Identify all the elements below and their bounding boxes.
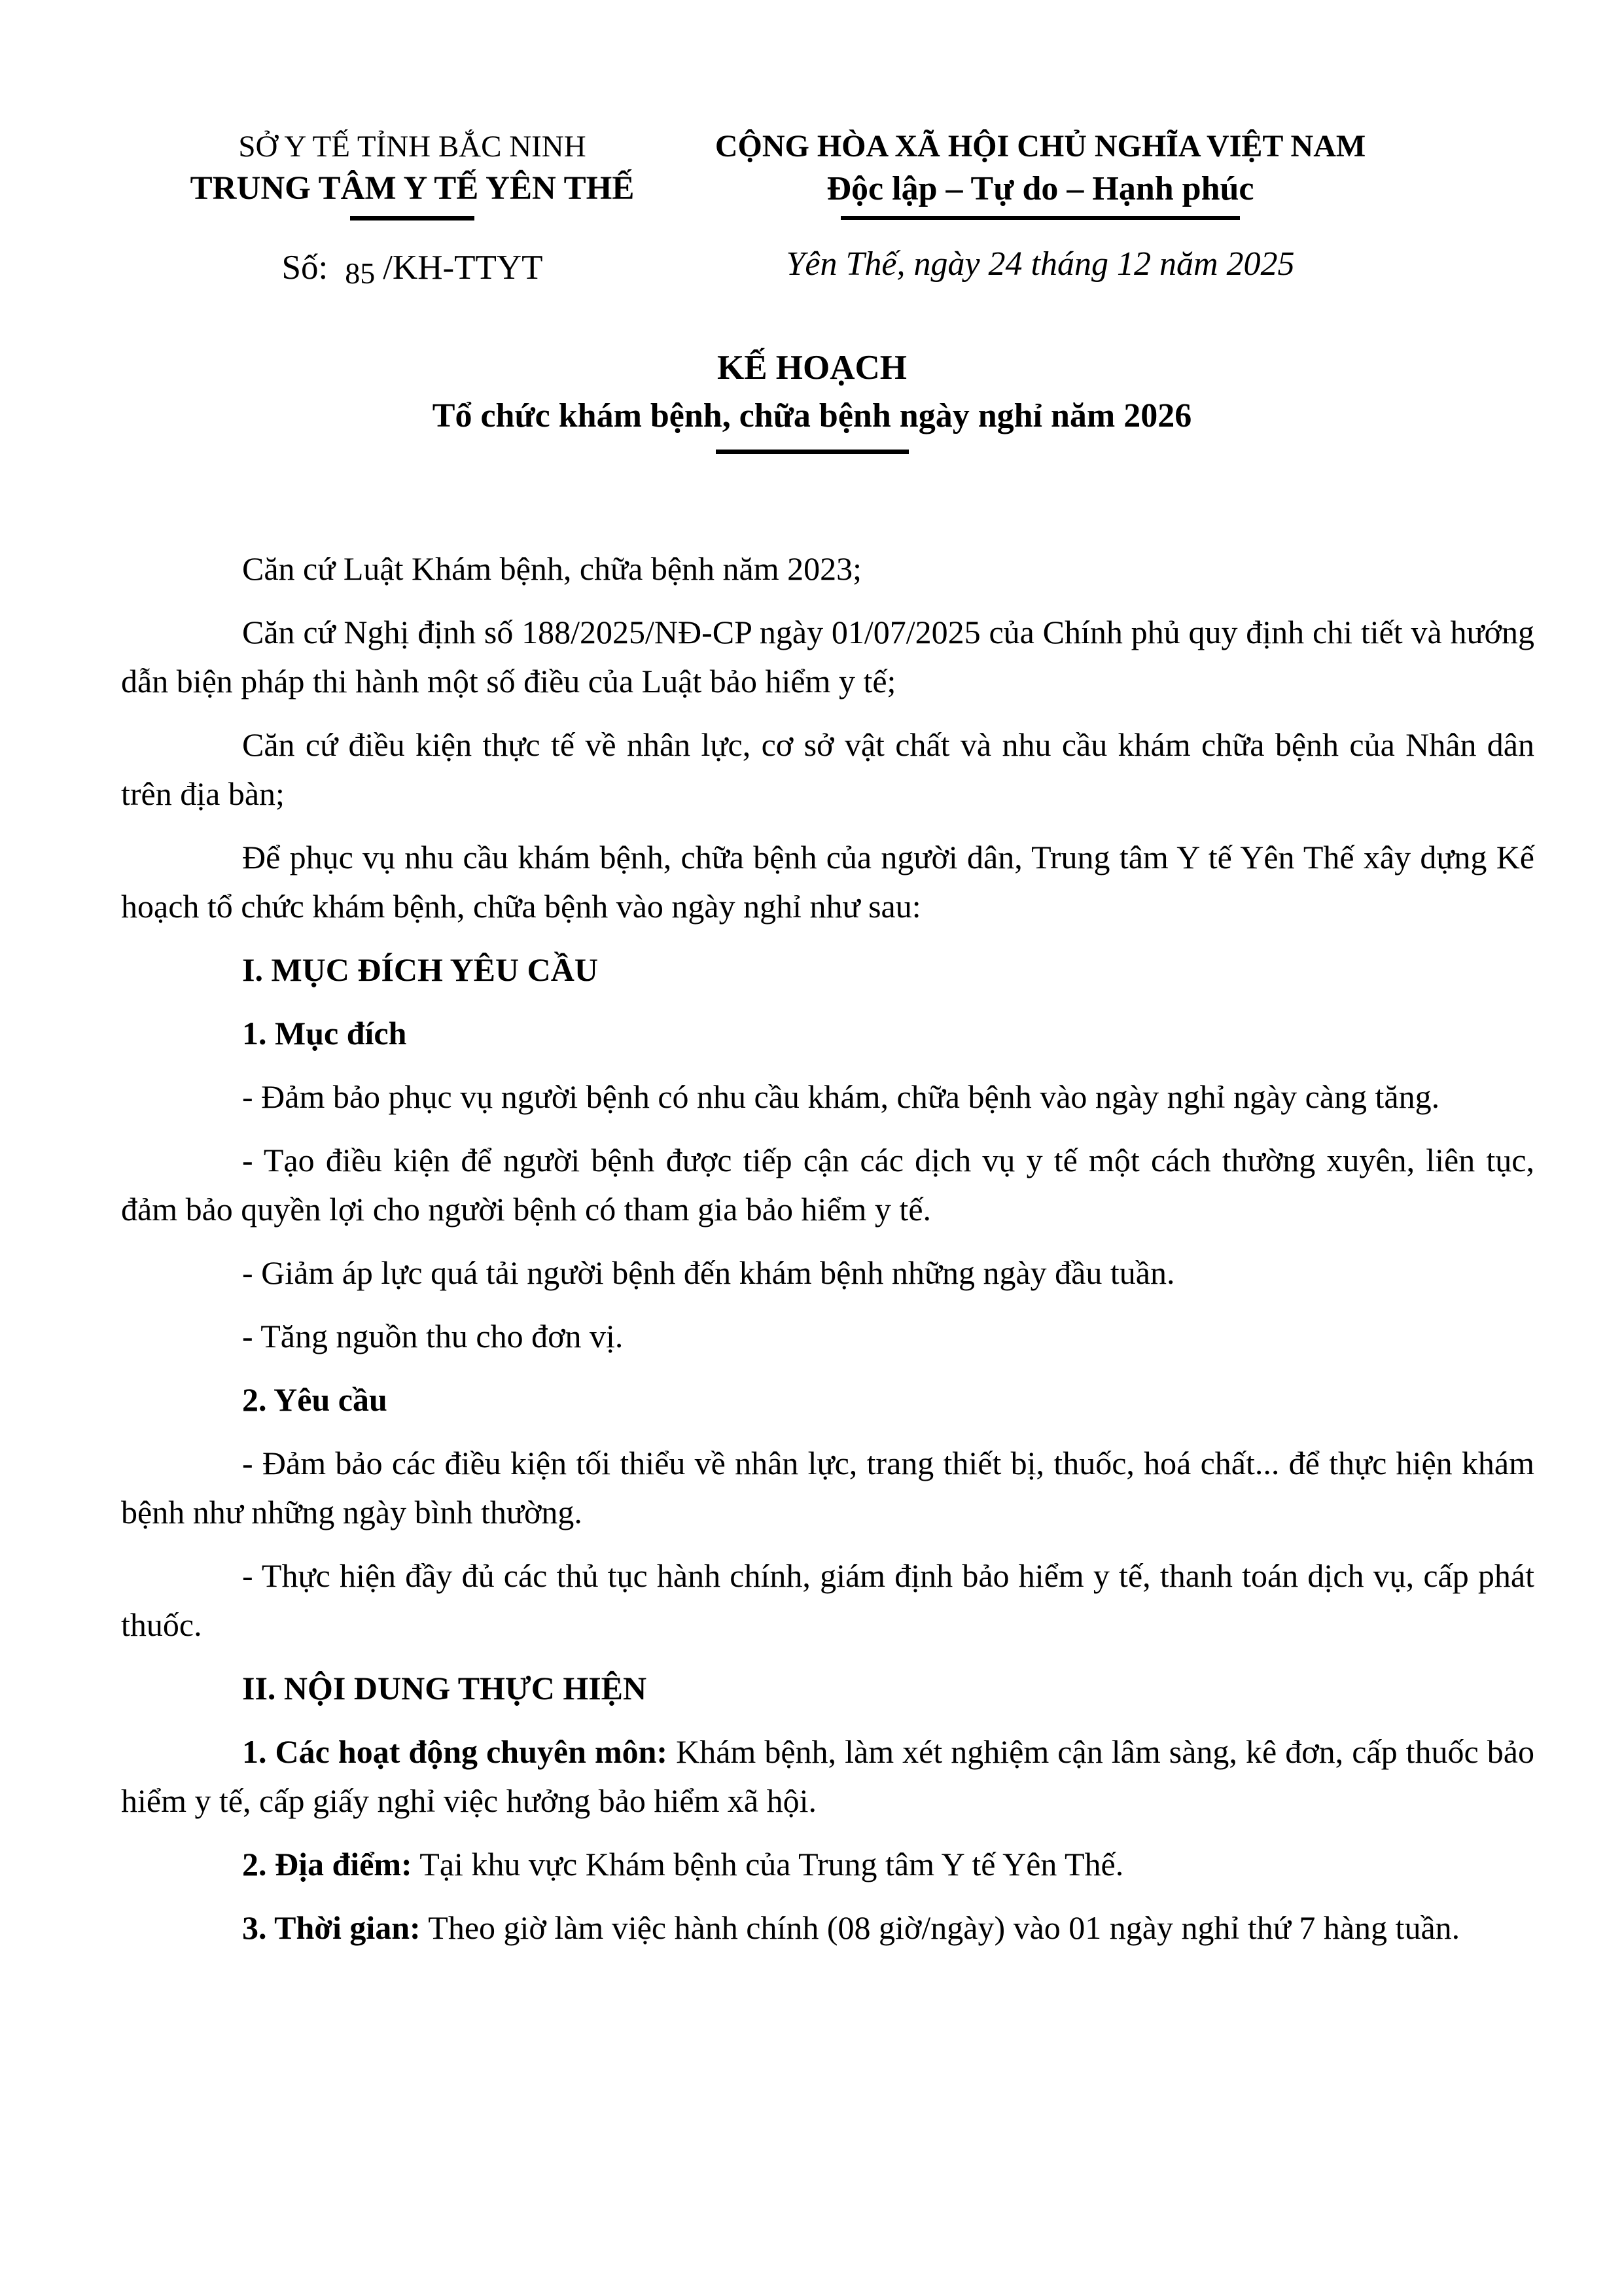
paragraph: 3. Thời gian: Theo giờ làm việc hành chính (08 giờ/ngày) vào 01 ngày nghỉ thứ 7 hàng tuần. <box>242 1909 1460 1946</box>
agency-underline <box>350 216 474 221</box>
section-heading: II. NỘI DUNG THỰC HIỆN <box>242 1670 647 1706</box>
paragraph: Căn cứ điều kiện thực tế về nhân lực, cơ sở vật chất và nhu cầu khám chữa bệnh của Nhân dân trên địa bàn; <box>121 726 1534 812</box>
paragraph: - Tăng nguồn thu cho đơn vị. <box>242 1318 624 1354</box>
document-number-line <box>121 247 703 290</box>
paragraph: Căn cứ Luật Khám bệnh, chữa bệnh năm 2023; <box>242 550 862 587</box>
document-number-value: 85 <box>345 256 376 290</box>
national-motto: Độc lập – Tự do – Hạnh phúc <box>826 170 1254 207</box>
paragraph-lead: 3. Thời gian: <box>242 1909 421 1946</box>
paragraph: Để phục vụ nhu cầu khám bệnh, chữa bệnh của người dân, Trung tâm Y tế Yên Thế xây dựng Kế hoạch tổ chức khám bệnh, chữa bệnh vào ngày nghỉ như sau: <box>121 839 1534 925</box>
section-heading: I. MỤC ĐÍCH YÊU CẦU <box>242 951 598 988</box>
paragraph-lead: 1. Các hoạt động chuyên môn: <box>242 1733 668 1770</box>
section-heading: 2. Yêu cầu <box>242 1381 387 1418</box>
document-subject-title: Tổ chức khám bệnh, chữa bệnh ngày nghỉ năm 2026 <box>432 397 1192 434</box>
paragraph: Căn cứ Nghị định số 188/2025/NĐ-CP ngày 01/07/2025 của Chính phủ quy định chi tiết và hướng dẫn biện pháp thi hành một số điều của Luật bảo hiểm y tế; <box>121 614 1534 699</box>
national-motto-block <box>703 126 1377 290</box>
parent-agency-name: SỞ Y TẾ TỈNH BẮC NINH <box>238 130 586 164</box>
document-header <box>0 0 1624 290</box>
document-title-block <box>0 347 1624 454</box>
issuing-agency-block <box>121 126 703 290</box>
paragraph-lead: 2. Địa điểm: <box>242 1846 412 1882</box>
title-underline <box>716 450 909 454</box>
agency-name: TRUNG TÂM Y TẾ YÊN THẾ <box>190 170 635 207</box>
paragraph: 1. Các hoạt động chuyên môn: Khám bệnh, làm xét nghiệm cận lâm sàng, kê đơn, cấp thuốc bảo hiểm y tế, cấp giấy nghỉ việc hưởng bảo hiểm xã hội. <box>121 1733 1534 1819</box>
national-title: CỘNG HÒA XÃ HỘI CHỦ NGHĨA VIỆT NAM <box>715 129 1366 164</box>
paragraph: - Đảm bảo các điều kiện tối thiểu về nhân lực, trang thiết bị, thuốc, hoá chất... để thực hiện khám bệnh như những ngày bình thường. <box>121 1445 1534 1530</box>
paragraph: - Tạo điều kiện để người bệnh được tiếp cận các dịch vụ y tế một cách thường xuyên, liên tục, đảm bảo quyền lợi cho người bệnh có tham gia bảo hiểm y tế. <box>121 1142 1534 1227</box>
document-type-title: KẾ HOẠCH <box>716 349 908 387</box>
motto-underline <box>841 216 1240 220</box>
paragraph: - Giảm áp lực quá tải người bệnh đến khám bệnh những ngày đầu tuần. <box>242 1254 1175 1291</box>
section-heading: 1. Mục đích <box>242 1015 407 1051</box>
place-date-line: Yên Thế, ngày 24 tháng 12 năm 2025 <box>786 245 1295 283</box>
paragraph: - Thực hiện đầy đủ các thủ tục hành chính, giám định bảo hiểm y tế, thanh toán dịch vụ, cấp phát thuốc. <box>121 1557 1534 1643</box>
document-body <box>121 544 1534 1952</box>
paragraph: 2. Địa điểm: Tại khu vực Khám bệnh của Trung tâm Y tế Yên Thế. <box>242 1846 1124 1882</box>
document-number-suffix: /KH-TTYT <box>383 249 543 287</box>
document-number-label: Số: <box>281 249 328 287</box>
paragraph: - Đảm bảo phục vụ người bệnh có nhu cầu khám, chữa bệnh vào ngày nghỉ ngày càng tăng. <box>242 1078 1440 1115</box>
